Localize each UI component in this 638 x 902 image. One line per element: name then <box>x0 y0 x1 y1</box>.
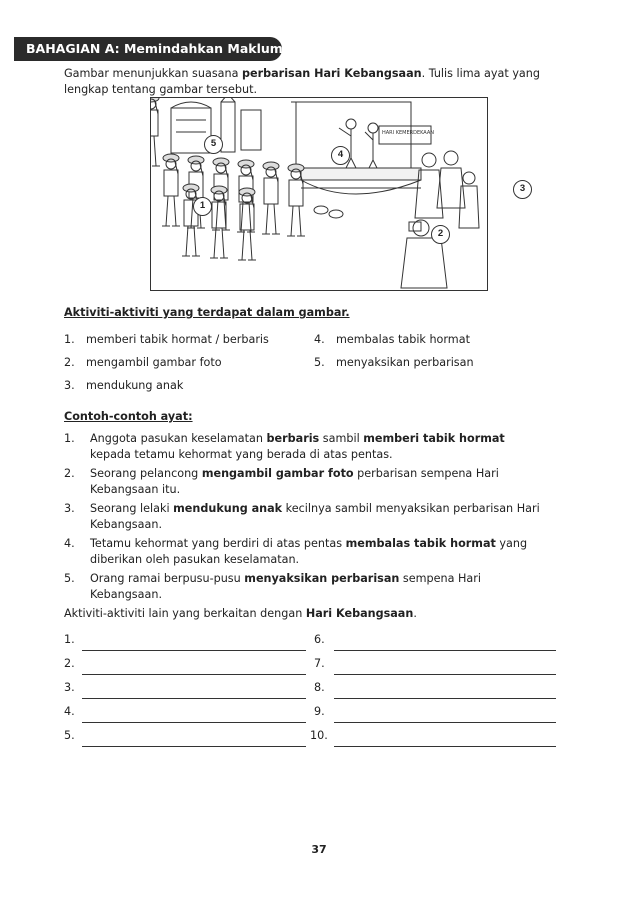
answer-line[interactable]: 5. <box>64 729 75 742</box>
parade-illustration <box>150 97 488 291</box>
intro-part2: . Tulis lima ayat yang lengkap tentang gambar tersebut. <box>64 67 540 96</box>
marker-3: 3 <box>513 180 532 199</box>
example-sentence: 5. Orang ramai berpusu-pusu menyaksikan perbarisan sempena Hari Kebangsaan. <box>64 572 481 601</box>
answer-line[interactable]: 1. <box>64 633 75 646</box>
activity-item: 5. menyaksikan perbarisan <box>314 356 474 369</box>
example-sentence: 3. Seorang lelaki mendukung anak kecilnya sambil menyaksikan perbarisan Hari Kebangsaan. <box>64 502 540 531</box>
stage-banner-text: HARI KEMERDEKAAN <box>382 130 435 136</box>
answer-line[interactable]: 3. <box>64 681 75 694</box>
page-number: 37 <box>311 843 327 856</box>
activity-item: 1. memberi tabik hormat / berbaris <box>64 333 269 346</box>
answer-line[interactable]: 4. <box>64 705 75 718</box>
answer-line[interactable]: 6. <box>314 633 325 646</box>
example-sentence: 1. Anggota pasukan keselamatan berbaris sambil memberi tabik hormat kepada tetamu kehormat yang berada di atas pentas. <box>64 432 505 461</box>
intro-part1: Gambar menunjukkan suasana <box>64 67 243 80</box>
marker-1: 1 <box>193 197 212 216</box>
answer-line[interactable]: 2. <box>64 657 75 670</box>
example-sentence: 2. Seorang pelancong mengambil gambar foto perbarisan sempena Hari Kebangsaan itu. <box>64 467 499 496</box>
instruction-text <box>64 66 564 98</box>
answer-line[interactable]: 8. <box>314 681 325 694</box>
examples-heading: Contoh-contoh ayat: <box>64 410 193 423</box>
activity-item: 4. membalas tabik hormat <box>314 333 470 346</box>
marker-2: 2 <box>431 225 450 244</box>
other-activities-lead: Aktiviti-aktiviti lain yang berkaitan dengan Hari Kebangsaan. <box>64 607 417 620</box>
answer-line[interactable]: 7. <box>314 657 325 670</box>
marker-4: 4 <box>331 146 350 165</box>
activity-item: 2. mengambil gambar foto <box>64 356 222 369</box>
marker-5: 5 <box>204 135 223 154</box>
parade-drawing <box>151 98 487 290</box>
answer-line[interactable]: 9. <box>314 705 325 718</box>
activity-item: 3. mendukung anak <box>64 379 184 392</box>
example-sentence: 4. Tetamu kehormat yang berdiri di atas pentas membalas tabik hormat yang diberikan oleh pasukan keselamatan. <box>64 537 528 566</box>
intro-bold: perbarisan Hari Kebangsaan <box>242 67 422 80</box>
answer-line[interactable]: 10. <box>310 729 328 742</box>
activities-heading: Aktiviti-aktiviti yang terdapat dalam gambar. <box>64 306 350 319</box>
section-banner: BAHAGIAN A: Memindahkan Maklumat <box>14 37 282 61</box>
